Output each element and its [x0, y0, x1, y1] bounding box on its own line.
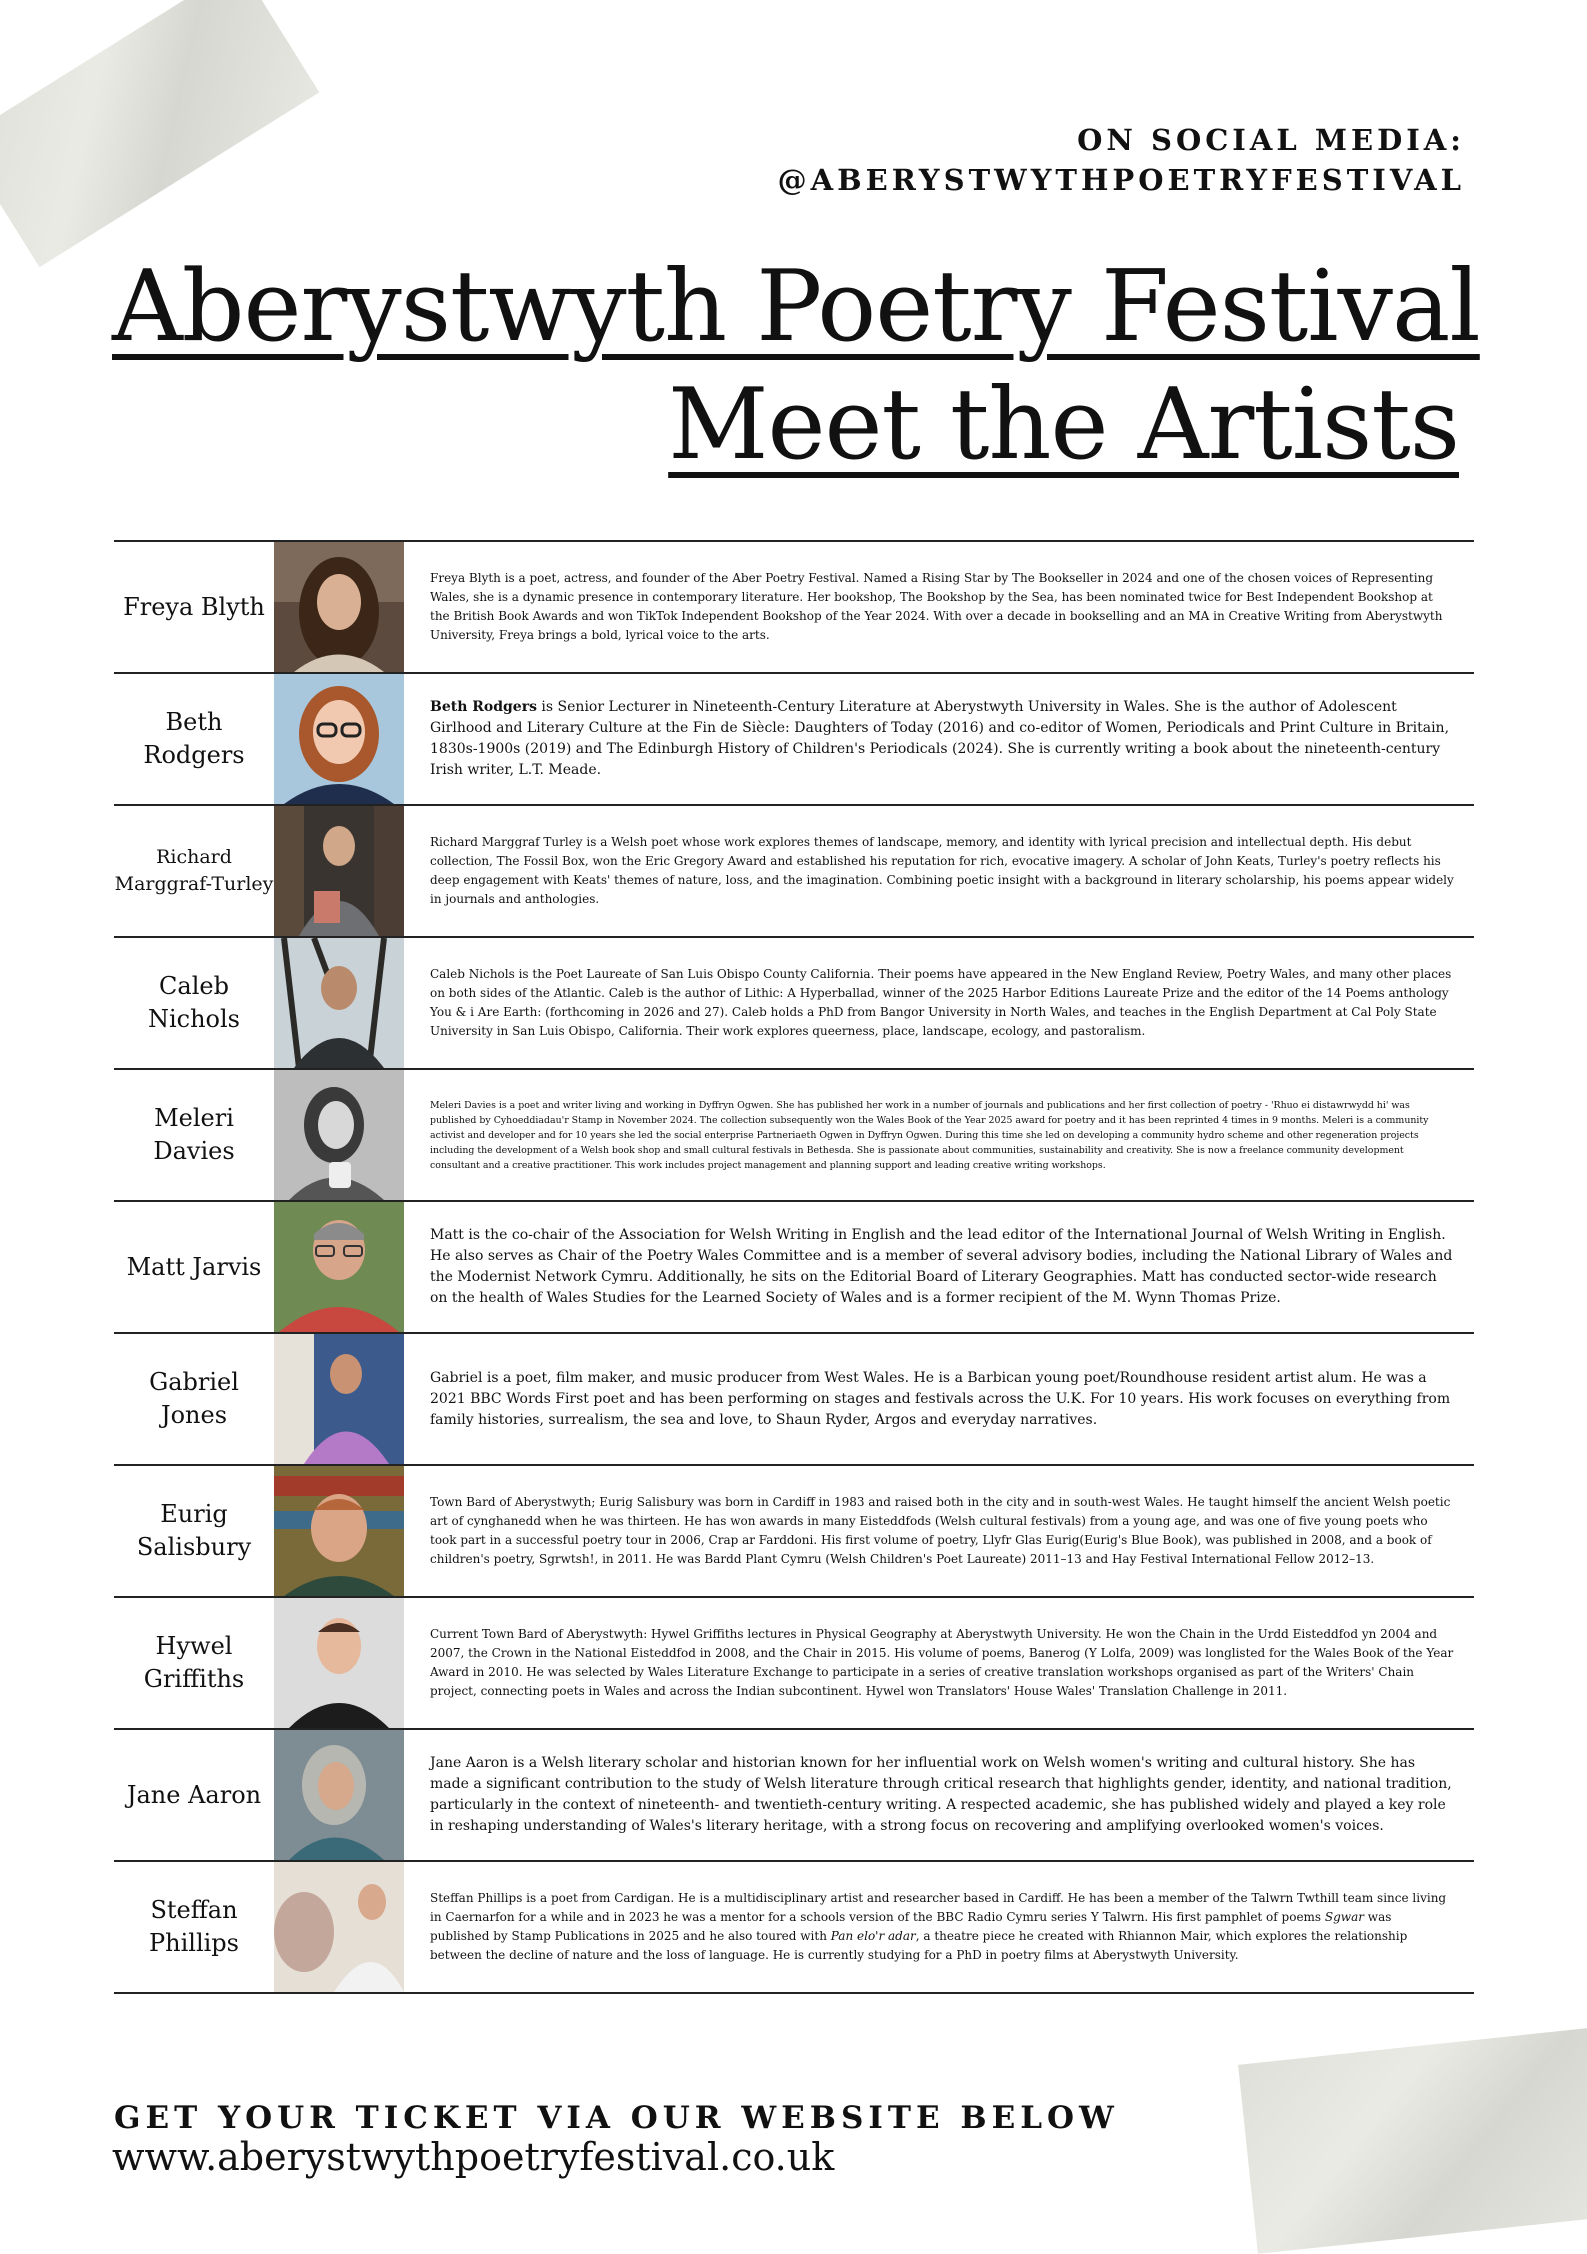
artist-row-matt-jarvis: [114, 1202, 1474, 1334]
artist-bio-text: Steffan Phillips is a poet from Cardigan. He is a multidisciplinary artist and researcher based in Cardiff. He has been a member of the Talwrn Twthill team since living in Caernarfon for a while and in 2023 he was a mentor for a schools version of the BBC Radio Cymru series Y Talwrn. His first pamphlet of poems: [430, 1891, 1447, 1924]
artist-bio: Richard Marggraf Turley is a Welsh poet whose work explores themes of landscape, memory, and identity with lyrical precision and intellectual depth. His debut collection, The Fossil Box, won the Eric Gregory Award and established his reputation for rich, evocative imagery. A scholar of John Keats, Turley's poetry reflects his deep engagement with Keats' themes of nature, loss, and the imagination. Combining poetic insight with a background in literary scholarship, his poems appear widely in journals and anthologies.: [430, 835, 1454, 906]
artist-photo-freya-blyth: [274, 542, 404, 672]
artist-name: Gabriel Jones: [149, 1368, 239, 1429]
festival-title: Aberystwyth Poetry Festival: [112, 250, 1480, 364]
social-handle: @ABERYSTWYTHPOETRYFESTIVAL: [777, 163, 1465, 197]
artist-bio: Current Town Bard of Aberystwyth: Hywel Griffiths lectures in Physical Geography at Aberystwyth University. He won the Chain in the Urdd Eisteddfod yn 2004 and 2007, the Crown in the National Eisteddfod in 2008, and the Chair in 2015. His volume of poems, Banerog (Y Lolfa, 2009) was longlisted for the Wales Book of the Year Award in 2010. He was selected by Wales Literature Exchange to participate in a series of creative translation workshops organised as part of the Writers' Chain project, connecting poets in Wales and across the Indian subcontinent. Hywel won Translators' House Wales' Translation Challenge in 2011.: [430, 1627, 1454, 1698]
tape-decoration-top-left: [0, 0, 319, 267]
artist-bio-title: Sgwar: [1324, 1910, 1364, 1924]
artist-bio: Caleb Nichols is the Poet Laureate of San Luis Obispo County California. Their poems have appeared in the New England Review, Poetry Wales, and many other places on both sides of the Atlantic. Caleb is the author of Lithic: A Hyperballad, winner of the 2025 Harbor Editions Laureate Prize and the editor of the 14 Poems anthology You & i Are Earth: (forthcoming in 2026 and 27). Caleb holds a PhD from Bangor University in North Wales, and teaches in the English Department at Cal Poly State University in San Luis Obispo, California. Their work explores queerness, place, landscape, ecology, and pastoralism.: [430, 967, 1452, 1038]
artist-photo-richard-marggraf-turley: [274, 806, 404, 936]
artist-bio: Meleri Davies is a poet and writer living and working in Dyffryn Ogwen. She has published her work in a number of journals and publications and her first collection of poetry - 'Rhuo ei distawrwydd hi' was published by Cyhoeddiadau'r Stamp in November 2024. The collection subsequently won the Wales Book of the Year 2025 award for poetry and it has been reprinted 4 times in 9 months. Meleri is a community activist and developer and for 10 years she led the social enterprise Partneriaeth Ogwen in Dyffryn Ogwen. During this time she led on developing a community hydro scheme and other regeneration projects including the development of a Welsh book shop and small cultural festivals in Bethesda. She is passionate about communities, sustainability and creativity. She is now a freelance community development consultant and a creative practitioner. This work includes project management and planning support and leading creative writing workshops.: [430, 1099, 1429, 1171]
social-label: ON SOCIAL MEDIA:: [1077, 123, 1465, 157]
ticket-call-to-action: GET YOUR TICKET VIA OUR WEBSITE BELOW: [114, 2100, 1119, 2136]
artist-row-freya-blyth: [114, 542, 1474, 674]
artist-name: Eurig Salisbury: [136, 1500, 252, 1561]
artist-bio: Matt is the co-chair of the Association for Welsh Writing in English and the lead editor of the International Journal of Welsh Writing in English. He also serves as Chair of the Poetry Wales Committee and is a member of several advisory bodies, including the National Library of Wales and the Modernist Network Cymru. Additionally, he sits on the Editorial Board of Literary Geographies. Matt has conducted sector-wide research on the health of Wales Studies for the Learned Society of Wales and is a former recipient of the M. Wynn Thomas Prize.: [430, 1227, 1453, 1306]
artist-photo-eurig-salisbury: [274, 1466, 404, 1596]
artist-bio-name: Beth Rodgers: [430, 699, 537, 715]
website-link[interactable]: www.aberystwythpoetryfestival.co.uk: [112, 2135, 835, 2179]
artist-name: Hywel Griffiths: [143, 1632, 245, 1693]
artist-name: Richard Marggraf-Turley: [114, 846, 274, 895]
artist-row-hywel-griffiths: [114, 1598, 1474, 1730]
artist-name: Meleri Davies: [153, 1104, 235, 1165]
artist-photo-beth-rodgers: [274, 674, 404, 804]
social-media-handle: [778, 120, 1465, 200]
artist-photo-gabriel-jones: [274, 1334, 404, 1464]
artist-bio: [404, 697, 1474, 781]
artist-photo-matt-jarvis: [274, 1202, 404, 1332]
artist-photo-meleri-davies: [274, 1070, 404, 1200]
artist-photo-caleb-nichols: [274, 938, 404, 1068]
artist-row-caleb-nichols: [114, 938, 1474, 1070]
artists-list: [114, 540, 1474, 1994]
artist-photo-jane-aaron: [274, 1730, 404, 1860]
artist-name: Matt Jarvis: [126, 1252, 262, 1281]
artist-bio: Jane Aaron is a Welsh literary scholar and historian known for her influential work on Welsh women's writing and cultural history. She has made a significant contribution to the study of Welsh literature through critical research that highlights gender, identity, and national tradition, particularly in the context of nineteenth- and twentieth-century writing. A respected academic, she has published widely and played a key role in reshaping understanding of Wales's literary heritage, with a strong focus on recovering and amplifying overlooked women's voices.: [430, 1755, 1452, 1834]
artist-bio-text: was published by Stamp Publications in 2025 and he also toured with: [430, 1910, 1392, 1943]
artist-bio: Gabriel is a poet, film maker, and music producer from West Wales. He is a Barbican young poet/Roundhouse resident artist alum. He was a 2021 BBC Words First poet and has been performing on stages and festivals across the U.K. For 10 years. His work focuses on everything from family histories, surrealism, the sea and love, to Shaun Ryder, Argos and everyday narratives.: [430, 1369, 1451, 1428]
artist-bio: [404, 1889, 1474, 1965]
artist-name: Beth Rodgers: [143, 708, 245, 769]
artist-row-beth-rodgers: [114, 674, 1474, 806]
artist-bio: Town Bard of Aberystwyth; Eurig Salisbury was born in Cardiff in 1983 and raised both in the city and in south-west Wales. He taught himself the ancient Welsh poetic art of cynghanedd when he was thirteen. He has won awards in many Eisteddfods (Welsh cultural festivals) from a young age, and was one of five young poets who took part in a successful poetry tour in 2006, Crap ar Farddoni. His first volume of poetry, Llyfr Glas Eurig(Eurig's Blue Book), was published in 2008, and a book of children's poetry, Sgrwtsh!, in 2011. He was Bardd Plant Cymru (Welsh Children's Poet Laureate) 2011–13 and Hay Festival International Fellow 2012–13.: [430, 1495, 1451, 1566]
artist-name: Freya Blyth: [123, 592, 265, 621]
artist-row-eurig-salisbury: [114, 1466, 1474, 1598]
artist-bio-text: , a theatre piece he created with Rhiannon Mair, which explores the relationship between the decline of nature and the loss of language. He is currently studying for a PhD in poetry films at Aberystwyth University.: [430, 1929, 1408, 1962]
artist-row-jane-aaron: [114, 1730, 1474, 1862]
artist-name: Caleb Nichols: [147, 972, 240, 1033]
artist-photo-hywel-griffiths: [274, 1598, 404, 1728]
page-subtitle: Meet the Artists: [668, 368, 1459, 482]
artist-row-richard-marggraf-turley: [114, 806, 1474, 938]
artist-bio-title: Pan elo'r adar: [830, 1929, 916, 1943]
artist-name: Steffan Phillips: [149, 1896, 239, 1957]
artist-bio-text: is Senior Lecturer in Nineteenth-Century Literature at Aberystwyth University in Wales. She is the author of Adolescent Girlhood and Literary Culture at the Fin de Siècle: Daughters of Today (2016) and co-editor of Women, Periodicals and Print Culture in Britain, 1830s-1900s (2019) and The Edinburgh History of Children's Periodicals (2024). She is currently writing a book about the nineteenth-century Irish writer, L.T. Meade.: [430, 699, 1450, 778]
artist-bio: Freya Blyth is a poet, actress, and founder of the Aber Poetry Festival. Named a Rising Star by The Bookseller in 2024 and one of the chosen voices of Representing Wales, she is a dynamic presence in contemporary literature. Her bookshop, The Bookshop by the Sea, has been nominated twice for Best Independent Bookshop at the British Book Awards and won TikTok Independent Bookshop of the Year 2024. With over a decade in bookselling and an MA in Creative Writing from Aberystwyth University, Freya brings a bold, lyrical voice to the arts.: [430, 571, 1443, 642]
artist-row-gabriel-jones: [114, 1334, 1474, 1466]
artist-row-steffan-phillips: [114, 1862, 1474, 1994]
artist-row-meleri-davies: [114, 1070, 1474, 1202]
artist-photo-steffan-phillips: [274, 1862, 404, 1992]
artist-name: Jane Aaron: [126, 1780, 262, 1809]
tape-decoration-bottom-right: [1238, 2026, 1587, 2254]
